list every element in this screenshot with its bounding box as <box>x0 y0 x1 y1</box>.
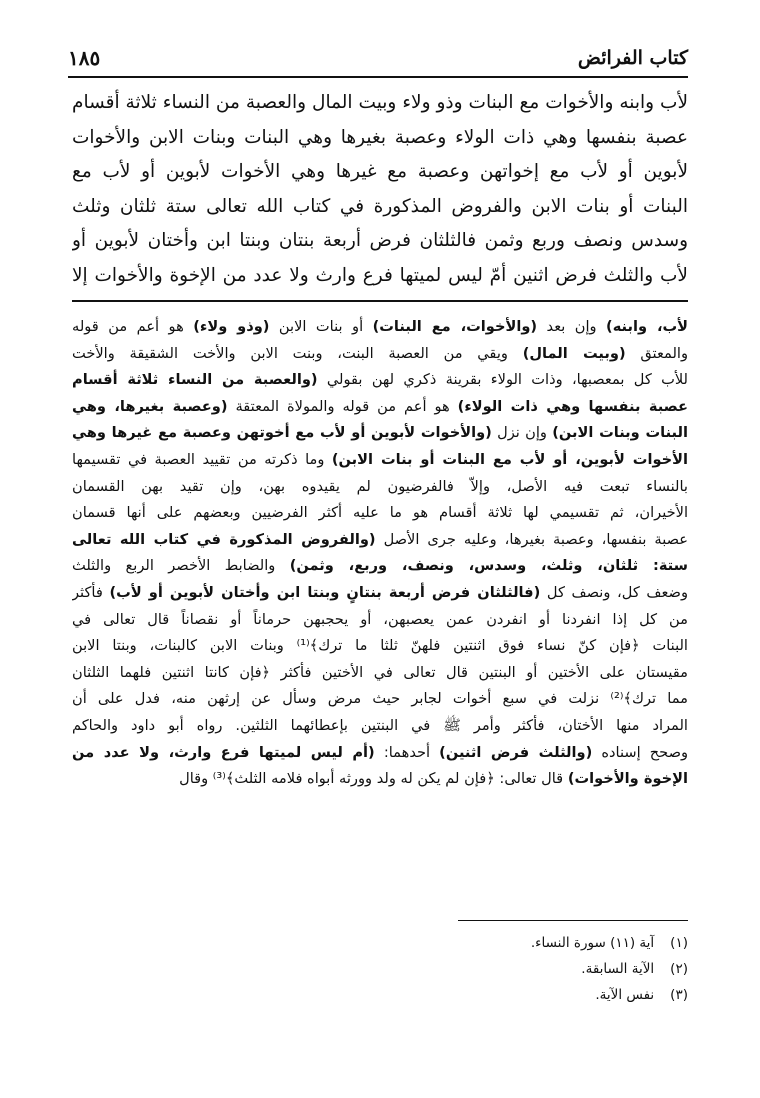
book-title: كتاب الفرائض <box>577 47 688 69</box>
commentary <box>72 314 688 793</box>
footnote <box>288 982 688 1008</box>
commentary-bold-segment: عصبة بنفسها وهي ذات الولاء) <box>457 397 688 415</box>
commentary-line <box>72 341 688 368</box>
main-text-line: لأب والثلث فرض اثنين أمّ ليس لميتها فرع وارث ولا عدد من الإخوة والأخوات إلا <box>72 264 688 286</box>
commentary-line <box>72 660 688 687</box>
main-text-line: لأب وابنه والأخوات مع البنات وذو ولاء وبيت المال والعصبة من النساء ثلاثة أقسام <box>72 92 688 113</box>
commentary-segment: المراد منها الأختان، فأكثر وأمر ﷺ في البنتين بإعطائهما الثلثين. رواه أبو داود والحاكم <box>72 716 688 734</box>
commentary-line <box>72 580 688 607</box>
commentary-line <box>72 740 688 767</box>
commentary-line <box>72 713 688 740</box>
main-text-line: عصبة بنفسها وهي ذات الولاء وعصبة بغيرها وهي البنات وبنات الابن والأخوات <box>72 126 688 148</box>
commentary-line <box>72 474 688 501</box>
commentary-line <box>72 607 688 634</box>
commentary-segment: هو أعم من قوله والمولاة المعتقة <box>227 397 458 415</box>
footnote-text: آية (١١) سورة النساء. <box>530 935 655 951</box>
commentary-bold-segment: (والأخوات لأبوين أو لأب مع أخوتهن وعصبة مع غيرها وهي <box>72 424 492 442</box>
main-text-line: البنات أو بنات الابن والفروض المذكورة في كتاب الله تعالى ستة ثلثان وثلث <box>72 195 688 217</box>
commentary-segment: فأكثر <box>72 583 110 601</box>
commentary-segment: وإن بعد <box>537 318 607 335</box>
commentary-segment: وإن نزل <box>491 424 553 442</box>
commentary-segment: والضابط الأخصر الربع والثلث <box>72 557 290 575</box>
commentary-segment: وصحح إسناده <box>592 743 688 761</box>
page-number: ١٨٥ <box>68 46 101 70</box>
commentary-bold-segment: (والعصبة من النساء ثلاثة أقسام <box>72 371 318 389</box>
main-text-line: وسدس ونصف وربع وثمن فالثلثان فرض أربعة بنتان وبنتا ابن وأختان لأبوين أو <box>72 230 688 251</box>
commentary-bold-segment: الإخوة والأخوات) <box>567 770 688 788</box>
commentary-segment: بالنساء تبعت فيه الأصل، وإلاّ فالفرضيون لم يقيدوه بهن، وإن تقيد بهن القسمان <box>72 477 688 495</box>
commentary-bold-segment: (والثلث فرض اثنين) <box>439 743 593 761</box>
main-text <box>72 86 688 293</box>
footnote <box>288 956 688 982</box>
commentary-bold-segment: البنات وبنات الابن) <box>552 424 688 442</box>
commentary-segment: مما ترك﴾⁽²⁾ نزلت في سبع أخوات لجابر حيث مرض وسأل عن إرثهن منه، فدل على أن <box>72 690 688 708</box>
commentary-bold-segment: (والفروض المذكورة في كتاب الله تعالى <box>72 530 376 548</box>
commentary-line <box>72 394 688 421</box>
footnote-number: (٣) <box>670 987 688 1003</box>
commentary-line <box>72 500 688 527</box>
footnote-rule <box>458 920 688 921</box>
commentary-line <box>72 367 688 394</box>
footnote-number: (٢) <box>670 961 688 977</box>
commentary-segment: للأب كل بمعصبها، وذات الولاء بقرينة ذكري لهن بقولي <box>317 371 688 389</box>
footnotes <box>288 930 688 1008</box>
commentary-segment: قال تعالى: ﴿فإن لم يكن له ولد وورثه أبواه فلامه الثلث﴾⁽³⁾ وقال <box>179 770 568 788</box>
main-text-line: لأبوين أو لأب مع إخواتهن وعصبة مع غيرها وهي الأخوات لأبوين أو لأب مع <box>72 161 688 182</box>
commentary-bold-segment: ستة: ثلثان، وثلث، وسدس، ونصف، وربع، وثمن) <box>289 557 688 575</box>
footnote <box>288 930 688 956</box>
commentary-bold-segment: (وعصبة بغيرها، وهي <box>72 397 228 415</box>
page-header <box>68 40 688 78</box>
commentary-segment: عصبة بنفسها، وعصبة بغيرها، وعليه جرى الأصل <box>375 530 688 548</box>
text-separator <box>72 300 688 302</box>
commentary-line <box>72 527 688 554</box>
commentary-bold-segment: (والأخوات، مع البنات) <box>372 318 538 335</box>
commentary-segment: البنات ﴿فإن كنّ نساء فوق اثنتين فلهنّ ثلثا ما ترك﴾⁽¹⁾ وبنات الابن كالبنات، وبنتا الابن <box>72 637 688 655</box>
commentary-segment: ويقي من العصبة البنت، وبنت الابن والأخت الشقيقة والأخت <box>72 344 523 362</box>
commentary-line <box>72 447 688 474</box>
commentary-line <box>72 686 688 713</box>
commentary-segment: هو أعم من قوله <box>72 318 194 335</box>
commentary-line <box>72 420 688 447</box>
commentary-bold-segment: (فالثلثان فرض أربعة بنتانٍ وبنتا ابن وأختان لأبوين أو لأب) <box>109 583 541 601</box>
commentary-bold-segment: (أم ليس لميتها فرع وارث، ولا عدد من <box>72 743 375 761</box>
commentary-line <box>72 633 688 660</box>
commentary-bold-segment: لأب، وابنه) <box>606 318 688 335</box>
footnote-number: (١) <box>670 935 688 951</box>
commentary-bold-segment: (وذو ولاء) <box>193 318 270 335</box>
commentary-segment: وضعف كل، ونصف كل <box>540 583 688 601</box>
commentary-segment: مقيستان على الأختين أو البنتين قال تعالى في الأختين فأكثر ﴿فإن كانتا اثنتين فلهما الثلثان <box>72 663 688 681</box>
commentary-line <box>72 314 688 341</box>
footnote-text: نفس الآية. <box>595 987 655 1003</box>
commentary-segment: أو بنات الابن <box>269 318 373 335</box>
commentary-segment: الأخيران، ثم تقسيمي لها ثلاثة أقسام هو ما عليه أكثر الفرضيين وبعضهم على أنها قسمان <box>72 504 688 522</box>
commentary-line <box>72 553 688 580</box>
commentary-segment: والمعتق <box>625 344 688 362</box>
commentary-segment: أحدهما: <box>374 743 440 761</box>
commentary-line <box>72 766 688 793</box>
commentary-segment: وما ذكرته من تقييد العصبة في تقسيمها <box>72 450 332 468</box>
commentary-bold-segment: (وبيت المال) <box>522 344 626 362</box>
commentary-segment: من كل إذا انفردنا أو انفردن عمن يعصبهن، أو يحجبهن حرماناً أو نقصاناً قال تعالى في <box>72 610 688 628</box>
footnote-text: الآية السابقة. <box>581 961 655 977</box>
commentary-bold-segment: الأخوات لأبوين، أو لأب مع البنات أو بنات الابن) <box>331 450 688 468</box>
